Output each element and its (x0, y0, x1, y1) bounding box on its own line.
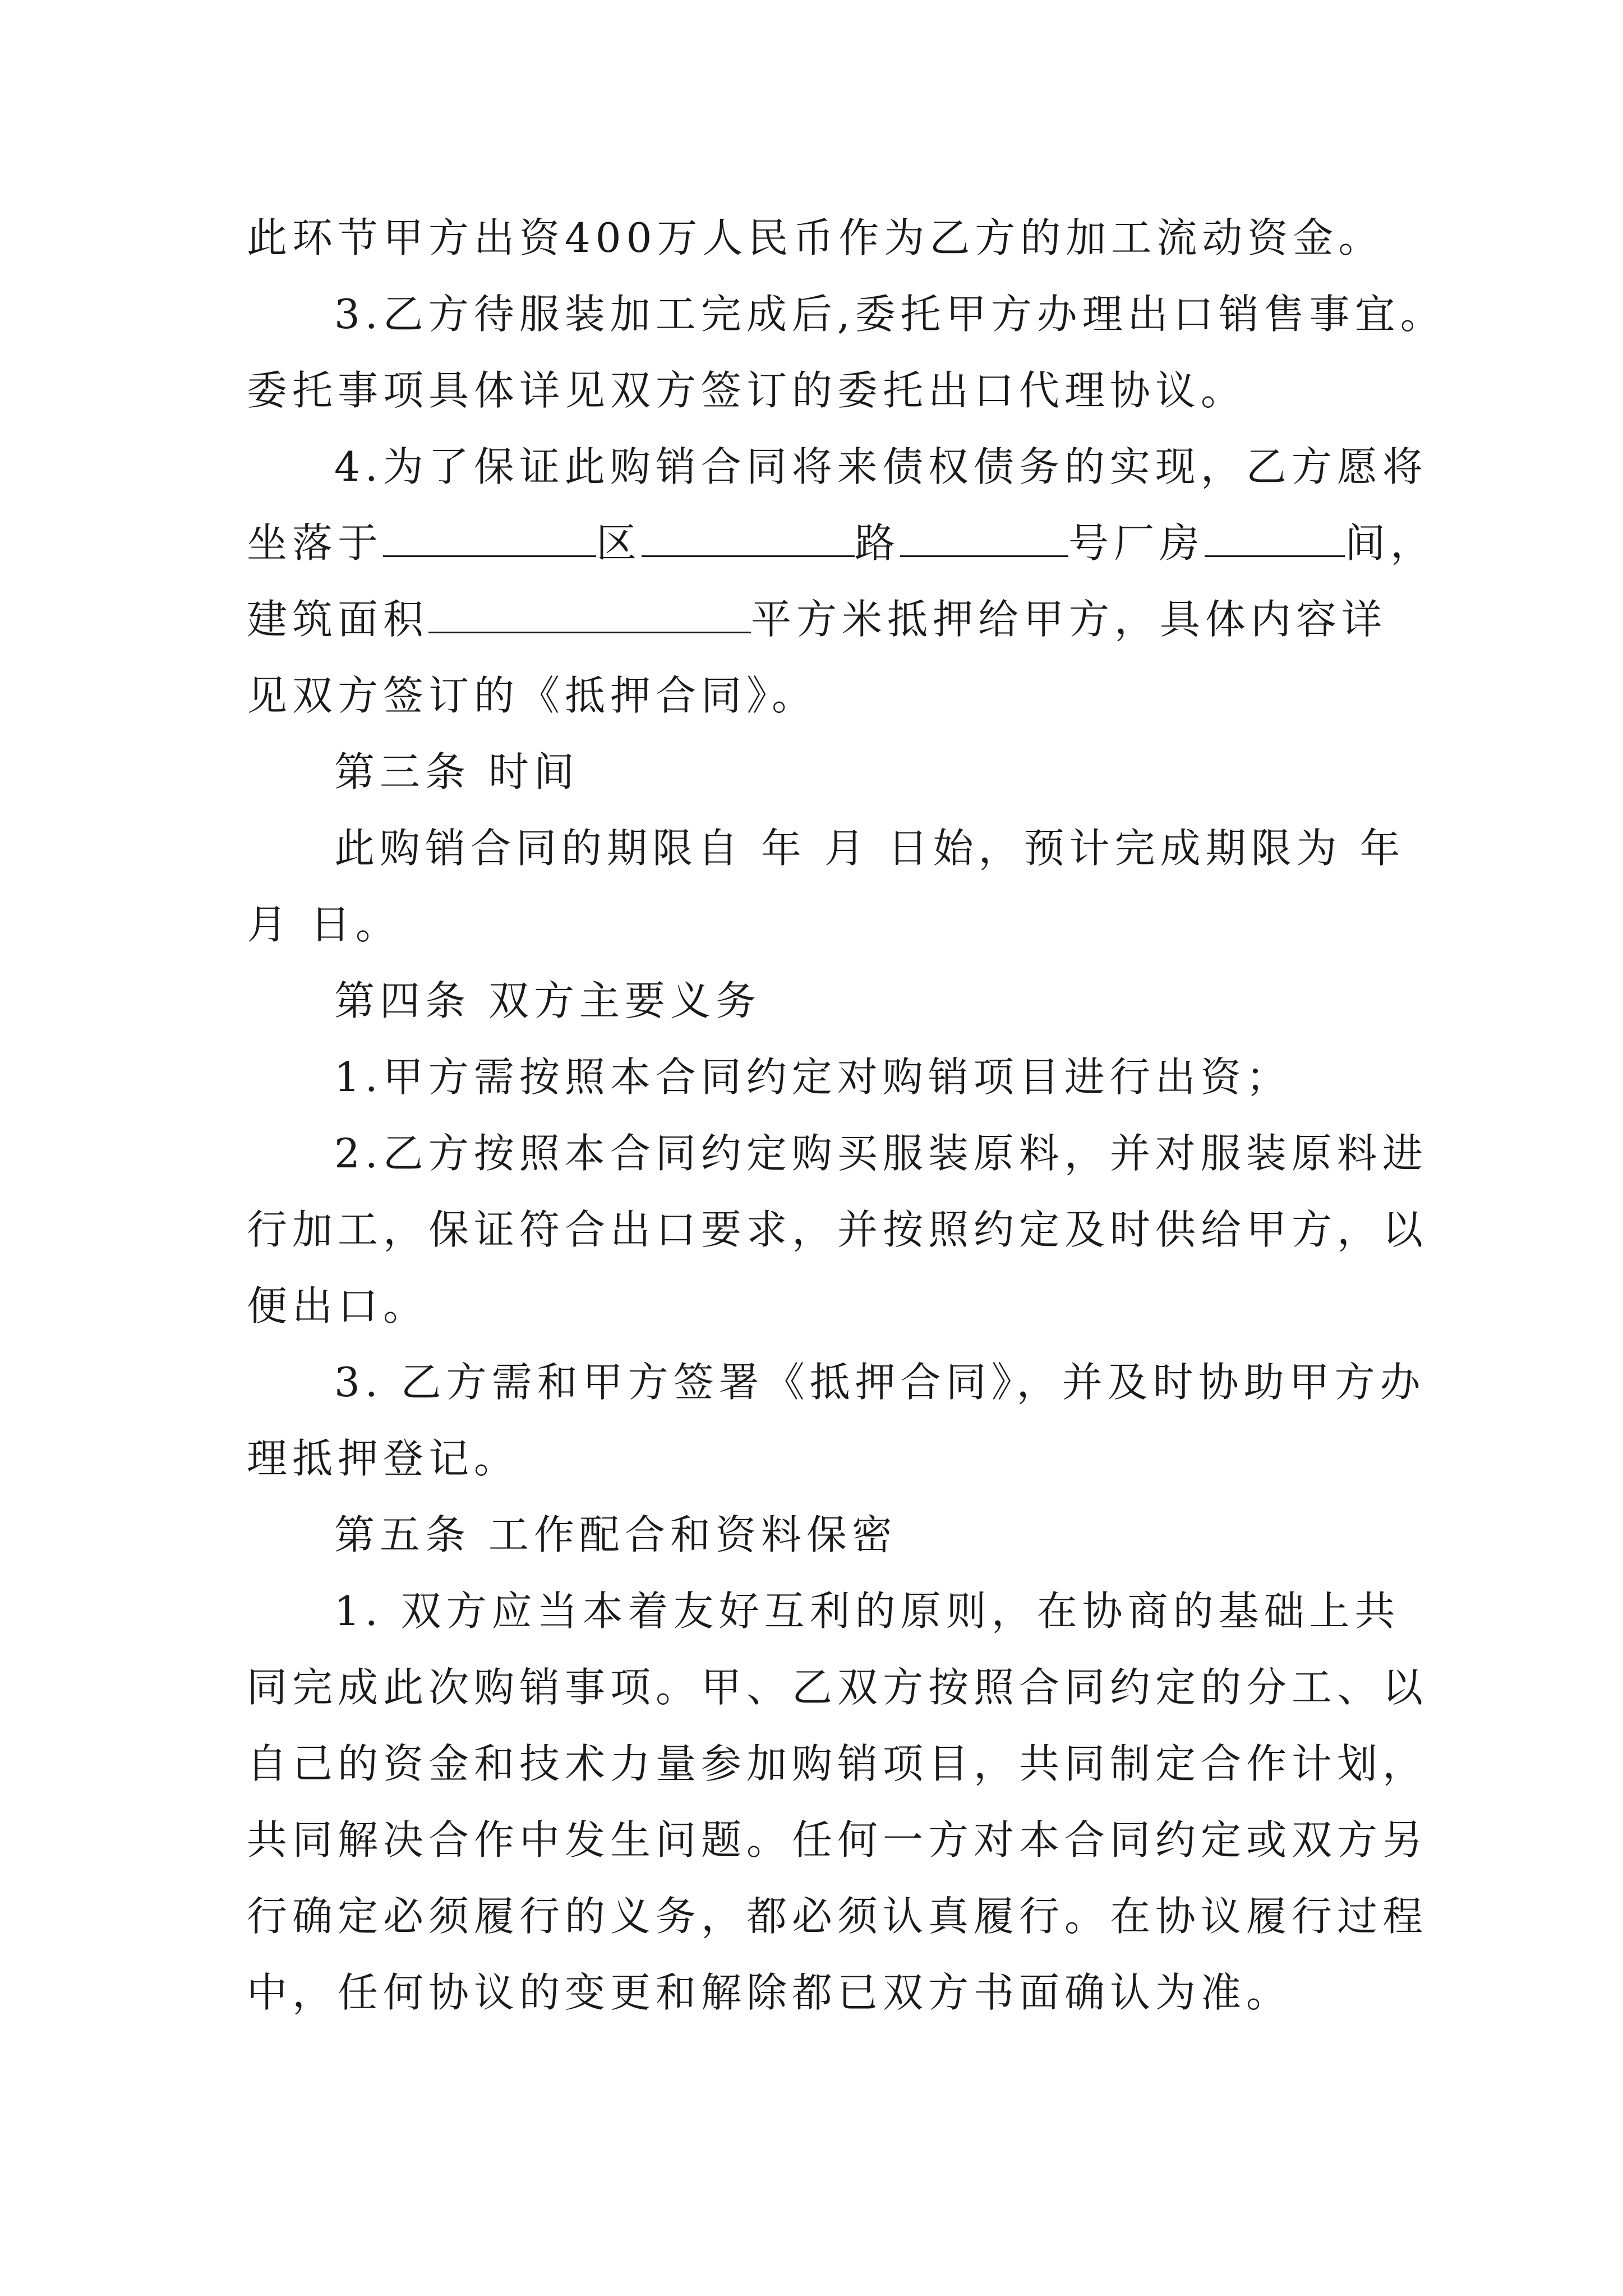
area-prefix: 建筑面积 (247, 596, 429, 643)
article-3-heading: 第三条 时间 (334, 748, 579, 795)
paragraph-line: 便出口。 (247, 1282, 429, 1329)
paragraph-line: 行确定必须履行的义务，都必须认真履行。在协议履行过程 (247, 1893, 1428, 1940)
paragraph-line: 行加工，保证符合出口要求，并按照约定及时供给甲方，以 (247, 1206, 1428, 1253)
paragraph-line: 理抵押登记。 (247, 1435, 520, 1482)
clause-2-3: 3.乙方待服装加工完成后,委托甲方办理出口销售事宜。 (334, 291, 1446, 338)
paragraph-line: 自己的资金和技术力量参加购销项目，共同制定合作计划， (247, 1740, 1428, 1787)
rooms-blank (1205, 516, 1345, 557)
paragraph-line: 月 日。 (247, 901, 401, 948)
clause-4-3: 3. 乙方需和甲方签署《抵押合同》，并及时协助甲方办 (334, 1359, 1426, 1406)
road-blank (642, 516, 855, 557)
paragraph-line: 此环节甲方出资400万人民币作为乙方的加工流动资金。 (247, 214, 1384, 261)
paragraph-line: 共同解决合作中发生问题。任何一方对本合同约定或双方另 (247, 1816, 1428, 1864)
area-fill-line (247, 592, 1387, 646)
district-blank (383, 516, 596, 557)
clause-5-1: 1. 双方应当本着友好互利的原则，在协商的基础上共 (334, 1588, 1400, 1635)
address-prefix: 坐落于 (247, 519, 384, 567)
paragraph-line: 此购销合同的期限自 年 月 日始，预计完成期限为 年 (334, 825, 1405, 872)
area-suffix: 平方米抵押给甲方，具体内容详 (751, 596, 1387, 643)
clause-2-4: 4.为了保证此购销合同将来债权债务的实现，乙方愿将 (334, 443, 1428, 490)
district-label: 区 (596, 519, 642, 567)
clause-4-2: 2.乙方按照本合同约定购买服装原料，并对服装原料进 (334, 1130, 1428, 1177)
paragraph-line: 中，任何协议的变更和解除都已双方书面确认为准。 (247, 1969, 1292, 2016)
road-label: 路 (855, 519, 901, 567)
clause-4-1: 1.甲方需按照本合同约定对购销项目进行出资； (334, 1053, 1292, 1101)
paragraph-line: 同完成此次购销事项。甲、乙双方按照合同约定的分工、以 (247, 1664, 1428, 1711)
factory-label: 号厂房 (1068, 519, 1205, 567)
paragraph-line: 委托事项具体详见双方签订的委托出口代理协议。 (247, 367, 1247, 414)
article-5-heading: 第五条 工作配合和资料保密 (334, 1511, 897, 1558)
article-4-heading: 第四条 双方主要义务 (334, 977, 761, 1024)
area-blank (428, 592, 751, 633)
paragraph-line: 见双方签订的《抵押合同》。 (247, 672, 818, 719)
address-fill-line (247, 516, 1436, 570)
rooms-label: 间， (1345, 519, 1436, 567)
number-blank (900, 516, 1068, 557)
